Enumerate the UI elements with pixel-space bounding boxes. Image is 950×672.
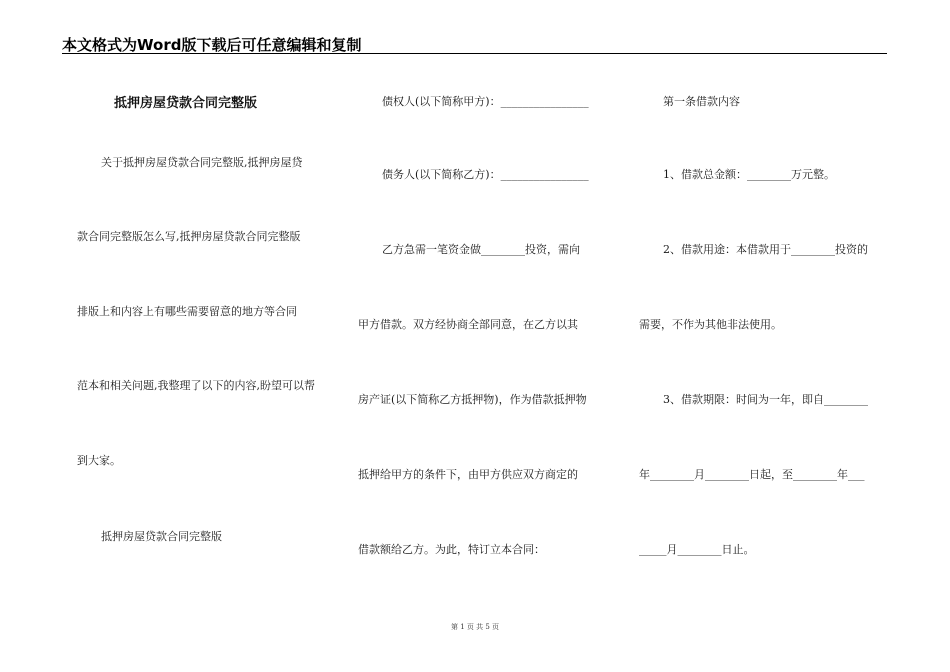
- paragraph-line: _____月________日止。: [639, 543, 755, 556]
- paragraph-line: 3、借款期限：时间为一年，即自________: [663, 393, 868, 406]
- paragraph-line: 乙方急需一笔资金做________投资，需向: [382, 243, 580, 256]
- paragraph-line: 房产证(以下简称乙方抵押物)，作为借款抵押物: [358, 393, 587, 406]
- paragraph-line: 关于抵押房屋贷款合同完整版,抵押房屋贷: [101, 156, 303, 169]
- paragraph-line: 年________月________日起，至________年___: [639, 468, 865, 481]
- page-number: 第 1 页 共 5 页: [450, 623, 500, 631]
- paragraph-line: 到大家。: [77, 454, 121, 467]
- article-heading: 第一条借款内容: [663, 95, 740, 108]
- paragraph-line: 借款额给乙方。为此，特订立本合同：: [358, 543, 545, 556]
- paragraph-line: 范本和相关问题,我整理了以下的内容,盼望可以帮: [77, 379, 315, 392]
- header-divider: [62, 53, 887, 54]
- paragraph-line: 债权人(以下简称甲方)：________________: [382, 95, 589, 108]
- paragraph-line: 2、借款用途：本借款用于________投资的: [663, 243, 868, 256]
- document-header-title: 本文格式为Word版下载后可任意编辑和复制: [62, 36, 362, 54]
- paragraph-line: 抵押给甲方的条件下，由甲方供应双方商定的: [358, 468, 578, 481]
- document-title: 抵押房屋贷款合同完整版: [114, 96, 258, 111]
- paragraph-line: 排版上和内容上有哪些需要留意的地方等合同: [77, 305, 297, 318]
- paragraph-line: 甲方借款。双方经协商全部同意，在乙方以其: [358, 318, 578, 331]
- paragraph-line: 1、借款总金额：________万元整。: [663, 168, 835, 181]
- section-heading: 抵押房屋贷款合同完整版: [101, 530, 222, 543]
- paragraph-line: 债务人(以下简称乙方)：________________: [382, 168, 589, 181]
- paragraph-line: 款合同完整版怎么写,抵押房屋贷款合同完整版: [77, 230, 301, 243]
- paragraph-line: 需要，不作为其他非法使用。: [639, 318, 782, 331]
